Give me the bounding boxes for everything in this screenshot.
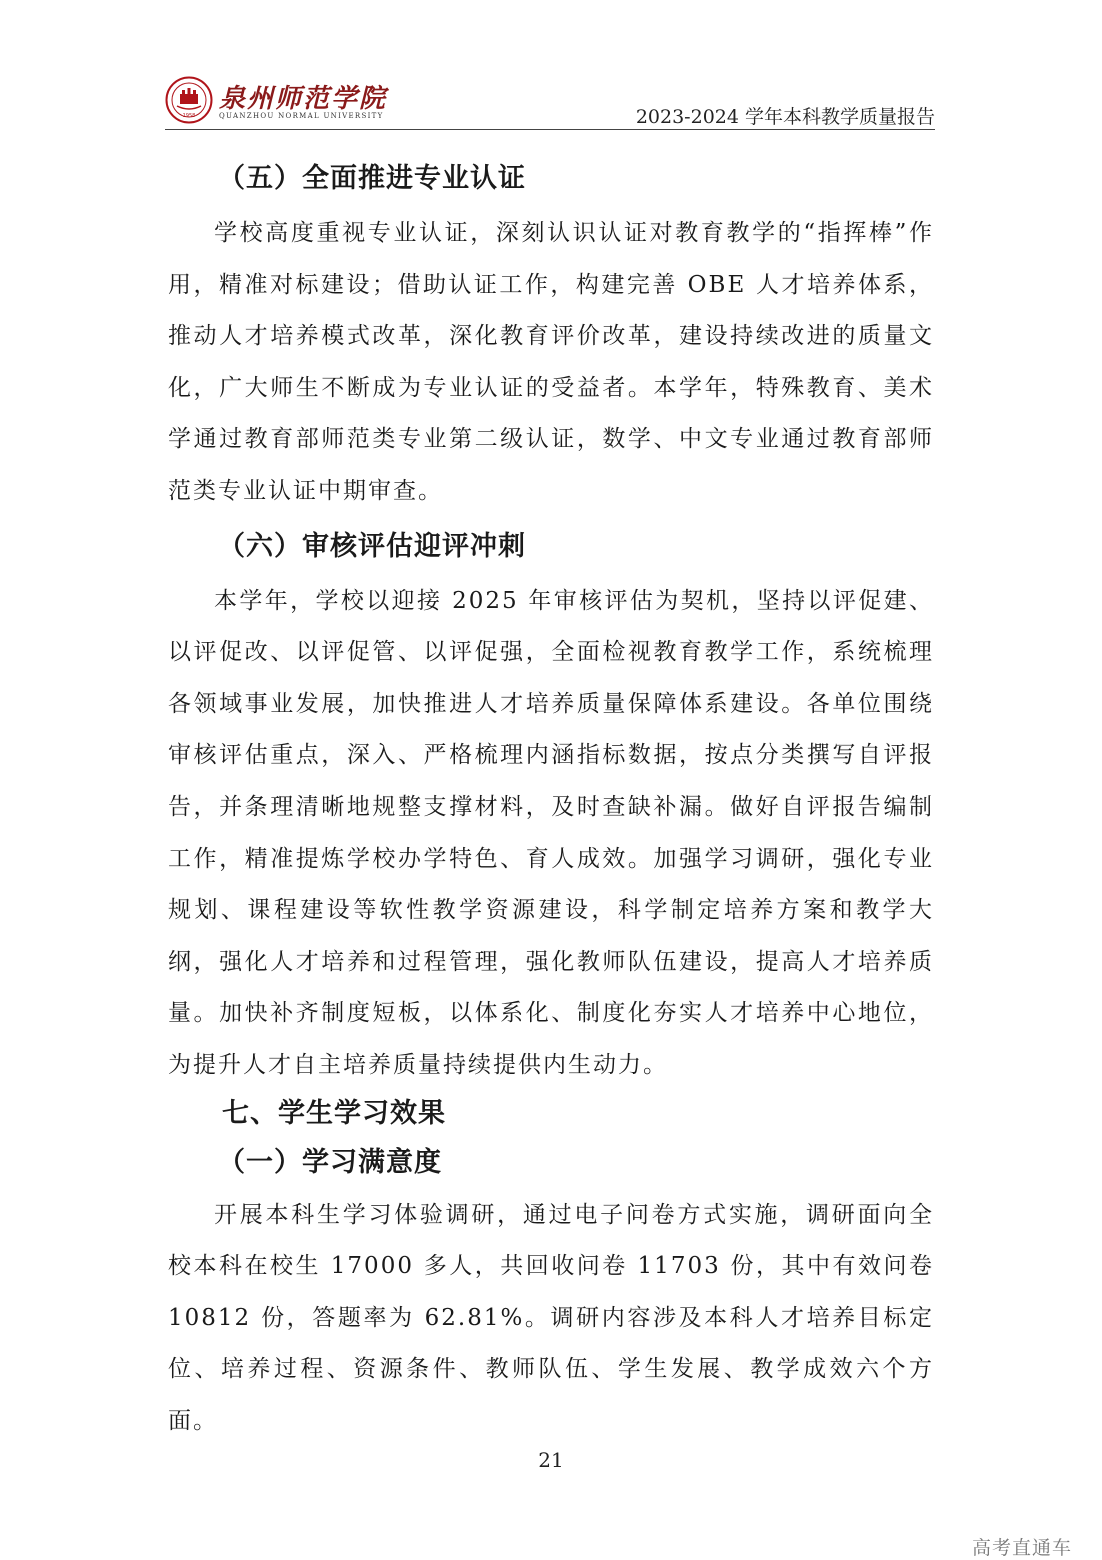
header-divider: [165, 129, 935, 130]
section-heading-5: （五）全面推进专业认证: [218, 163, 526, 194]
watermark: 高考直通车: [971, 1537, 1072, 1559]
report-title: 2023-2024 学年本科教学质量报告: [635, 106, 935, 128]
section-paragraph-6: 本学年，学校以迎接 2025 年审核评估为契机，坚持以评促建、以评促改、以评促管、以评促强，全面检视教育教学工作，系统梳理各领域事业发展，加快推进人才培养质量保障体系建设。各单位围绕审核评估重点，深入、严格梳理内涵指标数据，按点分类撰写自评报告，并条理清晰地规整支撑材料，及时查缺补漏。做好自评报告编制工作，精准提炼学校办学特色、育人成效。加强学习调研，强化专业规划、课程建设等软性教学资源建设，科学制定培养方案和教学大纲，强化人才培养和过程管理，强化教师队伍建设，提高人才培养质量。加快补齐制度短板，以体系化、制度化夯实人才培养中心地位，为提升人才自主培养质量持续提供内生动力。: [168, 587, 934, 1078]
logo-year: 1958: [182, 113, 196, 119]
section-paragraph-5: 学校高度重视专业认证，深刻认识认证对教育教学的“指挥棒”作用，精准对标建设；借助认证工作，构建完善 OBE 人才培养体系，推动人才培养模式改革，深化教育评价改革，建设持续改进的质量文化，广大师生不断成为专业认证的受益者。本学年，特殊教育、美术学通过教育部师范类专业第二级认证，数学、中文专业通过教育部师范类专业认证中期审查。: [168, 220, 934, 504]
university-logo-icon: [165, 76, 213, 124]
page-header: [165, 72, 935, 130]
page-number: 21: [538, 1448, 564, 1472]
section-heading-6: （六）审核评估迎评冲刺: [218, 530, 526, 562]
document-body: [168, 150, 934, 1447]
school-name: 泉州师范学院: [219, 84, 388, 114]
satisfaction-paragraph: 开展本科生学习体验调研，通过电子问卷方式实施，调研面向全校本科在校生 17000 多人，共回收问卷 11703 份，其中有效问卷 10812 份，答题率为 62.81%。调研内容涉及本科人才培养目标定位、培养过程、资源条件、教师队伍、学生发展、教学成效六个方面。: [168, 1201, 934, 1434]
school-name-english: QUANZHOU NORMAL UNIVERSITY: [219, 112, 384, 120]
chapter-heading: 七、学生学习效果: [222, 1097, 446, 1129]
sub-heading-satisfaction: （一）学习满意度: [218, 1146, 442, 1178]
